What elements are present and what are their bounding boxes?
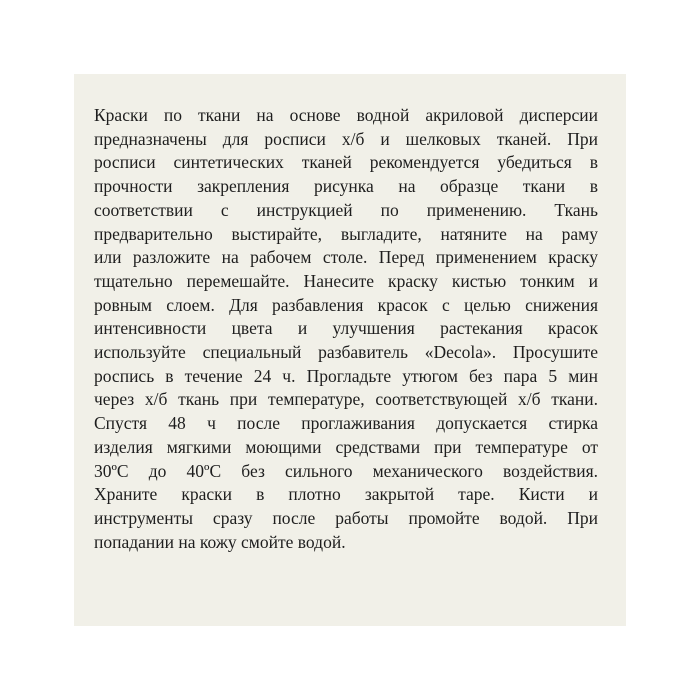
text-line: Храните краски в плотно закрытой таре. Кисти и bbox=[94, 484, 598, 505]
instructions-text bbox=[94, 104, 598, 554]
text-line: используйте специальный разбавитель «Decola». Просушите bbox=[94, 342, 598, 363]
text-line: предназначены для росписи х/б и шелковых тканей. При bbox=[94, 128, 598, 149]
text-line: тщательно перемешайте. Нанесите краску кистью тонким и bbox=[94, 270, 598, 291]
text-line: изделия мягкими моющими средствами при температуре от bbox=[94, 436, 598, 457]
text-line: через х/б ткань при температуре, соответствующей х/б ткани. bbox=[94, 389, 598, 410]
text-line: попадании на кожу смойте водой. bbox=[94, 531, 346, 552]
text-line: прочности закрепления рисунка на образце ткани в bbox=[94, 176, 598, 197]
text-line: предварительно выстирайте, выгладите, натяните на раму bbox=[94, 223, 598, 244]
text-line: ровным слоем. Для разбавления красок с целью снижения bbox=[94, 294, 598, 315]
label-card bbox=[74, 74, 626, 626]
text-line: или разложите на рабочем столе. Перед применением краску bbox=[94, 247, 598, 268]
text-line: инструменты сразу после работы промойте водой. При bbox=[94, 507, 598, 528]
text-line: роспись в течение 24 ч. Прогладьте утюгом без пара 5 мин bbox=[94, 365, 598, 386]
text-line: Краски по ткани на основе водной акриловой дисперсии bbox=[94, 105, 598, 125]
text-line: Спустя 48 ч после проглаживания допускается стирка bbox=[94, 413, 598, 434]
text-line: росписи синтетических тканей рекомендуется убедиться в bbox=[94, 152, 598, 173]
text-line: интенсивности цвета и улучшения растекания красок bbox=[94, 318, 598, 339]
text-line: 30ºС до 40ºС без сильного механического воздействия. bbox=[94, 460, 598, 481]
text-line: соответствии с инструкцией по применению. Ткань bbox=[94, 199, 598, 220]
